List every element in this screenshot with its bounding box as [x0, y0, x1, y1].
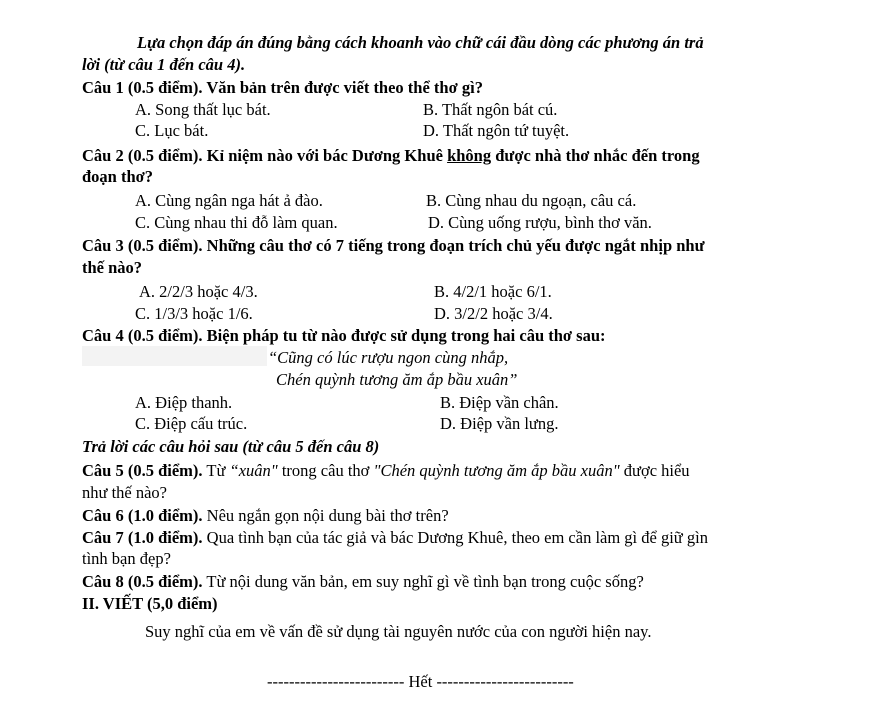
question-3-heading: Câu 3 (0.5 điểm). Những câu thơ có 7 tiếng trong đoạn trích chủ yếu được ngắt nhịp như: [82, 236, 705, 255]
question-2-heading: [82, 146, 700, 165]
question-6-text: Nêu ngắn gọn nội dung bài thơ trên?: [202, 506, 449, 525]
question-1-option-c[interactable]: C. Lục bát.: [135, 121, 209, 140]
question-7-label: Câu 7 (1.0 điểm).: [82, 528, 203, 547]
question-2-option-c[interactable]: C. Cùng nhau thi đỗ làm quan.: [135, 213, 338, 232]
question-3-option-a[interactable]: A. 2/2/3 hoặc 4/3.: [139, 282, 258, 301]
question-2-heading-start: Câu 2 (0.5 điểm). Kỉ niệm nào với bác Dương Khuê: [82, 146, 448, 165]
question-5-quoted-verse: "Chén quỳnh tương ăm ắp bầu xuân": [373, 461, 620, 480]
question-8-text: Từ nội dung văn bản, em suy nghĩ gì về tình bạn trong cuộc sống?: [202, 572, 644, 591]
question-2-option-b[interactable]: B. Cùng nhau du ngoạn, câu cá.: [426, 191, 637, 210]
question-3-option-b[interactable]: B. 4/2/1 hoặc 6/1.: [434, 282, 552, 301]
question-3-option-c[interactable]: C. 1/3/3 hoặc 1/6.: [135, 304, 253, 323]
question-4-verse-1: “Cũng có lúc rượu ngon cùng nhắp,: [268, 348, 509, 367]
question-3-heading-line-2: thế nào?: [82, 258, 143, 277]
question-4-option-d[interactable]: D. Điệp vần lưng.: [440, 414, 559, 433]
question-5-label: Câu 5 (0.5 điểm).: [82, 461, 203, 480]
question-1-option-a[interactable]: A. Song thất lục bát.: [135, 100, 271, 119]
question-2-heading-line-2: đoạn thơ?: [82, 167, 154, 186]
question-5: [82, 461, 690, 480]
question-8-label: Câu 8 (0.5 điểm).: [82, 572, 203, 591]
question-4-option-c[interactable]: C. Điệp cấu trúc.: [135, 414, 248, 433]
question-5-text-3: được hiểu: [619, 461, 690, 480]
question-1-option-b[interactable]: B. Thất ngôn bát cú.: [423, 100, 558, 119]
question-7-line-2: tình bạn đẹp?: [82, 549, 171, 568]
question-7: [82, 528, 708, 547]
question-8: [82, 572, 644, 591]
question-2-heading-end: được nhà thơ nhắc đến trong: [491, 146, 700, 165]
question-7-text: Qua tình bạn của tác giả và bác Dương Khuê, theo em cần làm gì để giữ gìn: [202, 528, 708, 547]
question-2-option-d[interactable]: D. Cùng uống rượu, bình thơ văn.: [428, 213, 652, 232]
short-answer-section-heading: Trả lời các câu hỏi sau (từ câu 5 đến câu 8): [82, 437, 380, 456]
question-1-heading: Câu 1 (0.5 điểm). Văn bản trên được viết theo thể thơ gì?: [82, 78, 483, 97]
end-marker: ------------------------- Hết -------------------------: [267, 672, 574, 691]
question-6: [82, 506, 449, 525]
writing-prompt: Suy nghĩ của em về vấn đề sử dụng tài nguyên nước của con người hiện nay.: [145, 622, 652, 641]
writing-section-heading: II. VIẾT (5,0 điểm): [82, 594, 218, 613]
question-4-option-b[interactable]: B. Điệp vần chân.: [440, 393, 559, 412]
question-2-negation-word: không: [447, 146, 492, 165]
question-2-option-a[interactable]: A. Cùng ngân nga hát ả đào.: [135, 191, 323, 210]
question-4-heading: Câu 4 (0.5 điểm). Biện pháp tu từ nào được sử dụng trong hai câu thơ sau:: [82, 326, 606, 345]
question-5-line-2: như thế nào?: [82, 483, 167, 502]
question-1-option-d[interactable]: D. Thất ngôn tứ tuyệt.: [423, 121, 570, 140]
question-4-option-a[interactable]: A. Điệp thanh.: [135, 393, 233, 412]
question-4-verse-2: Chén quỳnh tương ăm ắp bầu xuân”: [276, 370, 518, 389]
question-5-text-2: trong câu thơ: [277, 461, 374, 480]
question-3-option-d[interactable]: D. 3/2/2 hoặc 3/4.: [434, 304, 553, 323]
instruction-line-1: Lựa chọn đáp án đúng bằng cách khoanh vào chữ cái đầu dòng các phương án trả: [137, 33, 704, 52]
instruction-line-2: lời (từ câu 1 đến câu 4).: [82, 55, 246, 74]
question-5-text-1: Từ: [202, 461, 230, 480]
shaded-block: [82, 346, 267, 366]
question-6-label: Câu 6 (1.0 điểm).: [82, 506, 203, 525]
question-5-keyword: “xuân": [229, 461, 278, 480]
